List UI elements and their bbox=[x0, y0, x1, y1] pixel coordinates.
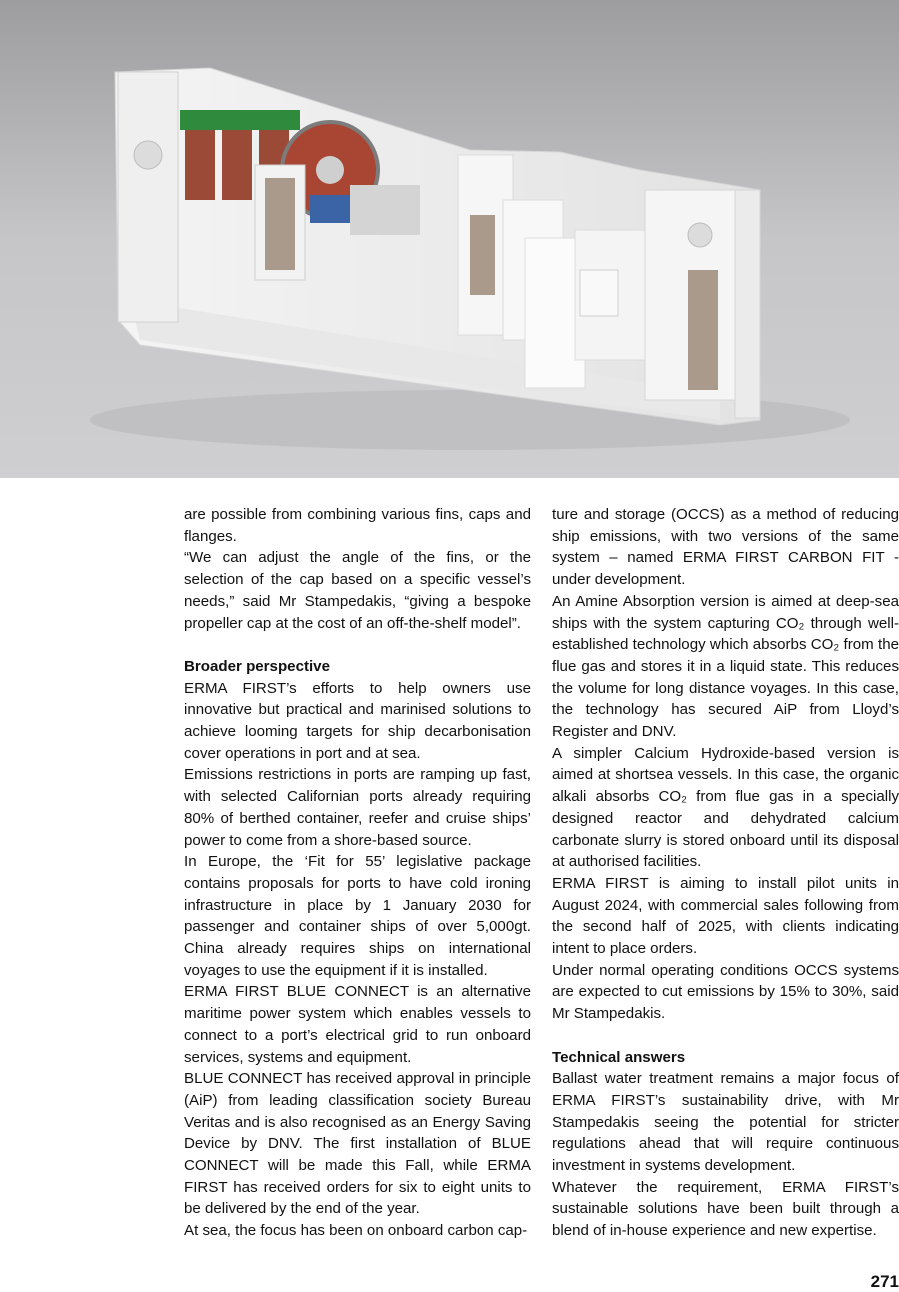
paragraph: An Amine Absorption version is aimed at deep-sea ships with the system capturing CO₂ through well-established technology which absorbs CO₂ from the flue gas and stores it in a liquid state. This reduces the volume for long distance voyages. In this case, the technology has secured AiP from Lloyd’s Register and DNV. bbox=[552, 592, 899, 741]
section-heading: Broader perspective bbox=[184, 657, 330, 675]
paragraph: Under normal operating conditions OCCS systems are expected to cut emissions by 15% to 30%, said Mr Stampedakis. bbox=[552, 961, 899, 1023]
paragraph: Ballast water treatment remains a major focus of ERMA FIRST’s sustainability drive, with Mr Stampedakis seeing the potential for stricter regulations ahead that will require continuous investment in systems development. bbox=[552, 1070, 899, 1175]
paragraph: In Europe, the ‘Fit for 55’ legislative package contains proposals for ports to have cold ironing infrastructure in place by 1 January 2030 for passenger and container ships of over 5,000gt. China already requires ships on international voyages to use the equipment if it is installed. bbox=[184, 853, 531, 979]
paragraph: Emissions restrictions in ports are ramping up fast, with selected Californian ports already requiring 80% of berthed container, reefer and cruise ships’ power to come from a shore-based source. bbox=[184, 766, 531, 849]
section-heading: Technical answers bbox=[552, 1048, 686, 1066]
cutaway-container-illustration bbox=[0, 0, 899, 478]
paragraph: “We can adjust the angle of the fins, or the selection of the cap based on a specific vessel’s needs,” said Mr Stampedakis, “giving a bespoke propeller cap at the cost of an off-the-shelf model”. bbox=[184, 549, 531, 632]
paragraph: BLUE CONNECT has received approval in principle (AiP) from leading classification society Bureau Veritas and is also recognised as an Energy Saving Device by DNV. The first installation of BLUE CONNECT will be made this Fall, while ERMA FIRST has received orders for six to eight units to be delivered by the end of the year. bbox=[184, 1070, 531, 1218]
paragraph: ERMA FIRST is aiming to install pilot units in August 2024, with commercial sales following from the second half of 2025, with clients indicating intent to place orders. bbox=[552, 874, 899, 958]
hero-illustration bbox=[0, 0, 899, 478]
right-column bbox=[552, 504, 899, 1242]
paragraph: At sea, the focus has been on onboard carbon cap- bbox=[184, 1222, 528, 1240]
paragraph: ERMA FIRST’s efforts to help owners use innovative but practical and marinised solutions to achieve looming targets for ship decarbonisation cover operations in port and at sea. bbox=[184, 679, 531, 762]
paragraph: are possible from combining various fins, caps and flanges. bbox=[184, 506, 531, 545]
paragraph: A simpler Calcium Hydroxide-based version is aimed at shortsea vessels. In this case, the organic alkali absorbs CO₂ from flue gas in a specially designed reactor and dehydrated calcium carbonate slurry is stored onboard until its disposal at authorised facilities. bbox=[552, 744, 899, 871]
paragraph: ture and storage (OCCS) as a method of reducing ship emissions, with two versions of the same system – named ERMA FIRST CARBON FIT - under development. bbox=[552, 506, 899, 589]
page-number: 271 bbox=[870, 1272, 899, 1291]
paragraph: Whatever the requirement, ERMA FIRST’s sustainable solutions have been built through a blend of in-house experience and new expertise. bbox=[552, 1178, 899, 1240]
paragraph: ERMA FIRST BLUE CONNECT is an alternative maritime power system which enables vessels to connect to a port’s electrical grid to run onboard services, systems and equipment. bbox=[184, 983, 531, 1066]
left-column bbox=[184, 504, 531, 1242]
